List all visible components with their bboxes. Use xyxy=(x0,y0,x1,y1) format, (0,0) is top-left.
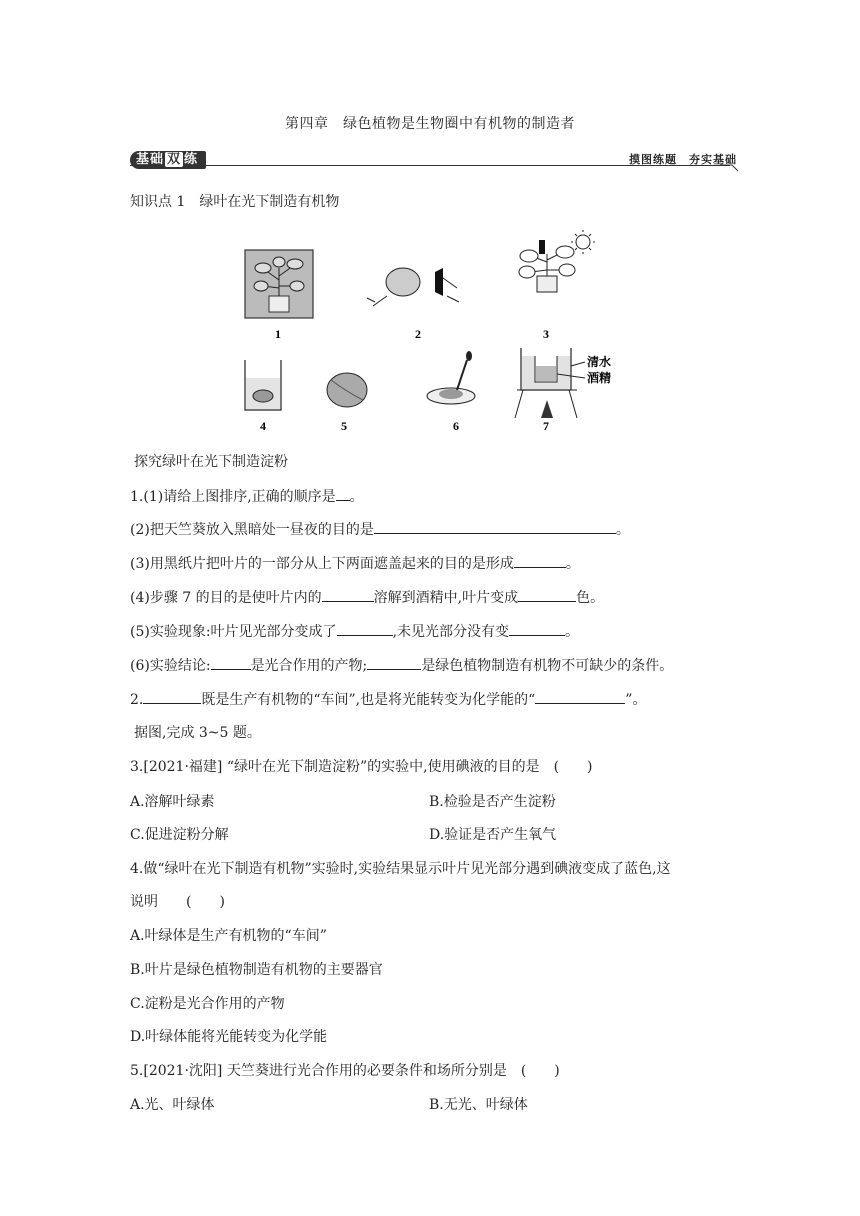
answer-blank[interactable] xyxy=(143,691,201,704)
question-5-stem: 5.[2021·沈阳] 天竺葵进行光合作用的必要条件和场所分别是 ( ) xyxy=(130,1063,560,1079)
answer-blank[interactable] xyxy=(211,657,251,670)
question-3-stem: 3.[2021·福建] “绿叶在光下制造淀粉”的实验中,使用碘液的目的是 ( ) xyxy=(130,759,593,775)
step4-beaker-illustration xyxy=(245,360,281,410)
step5-leaf-illustration xyxy=(327,373,367,407)
question-3-option-b[interactable]: B.检验是否产生淀粉 xyxy=(429,794,556,810)
step-label-6: 6 xyxy=(453,419,459,433)
beaker-label-water: 清水 xyxy=(587,355,612,369)
answer-blank[interactable] xyxy=(322,589,374,602)
question-4-option-a[interactable]: A.叶绿体是生产有机物的“车间” xyxy=(130,928,327,944)
step6-iodine-dropper-illustration xyxy=(427,351,475,404)
step-label-4: 4 xyxy=(260,419,266,433)
answer-blank[interactable] xyxy=(336,488,350,501)
question-4-stem-line-1: 4.做“绿叶在光下制造有机物”实验时,实验结果显示叶片见光部分遇到碘液变成了蓝色,这 xyxy=(130,861,671,877)
question-2: 2. 既是生产有机物的“车间”,也是将光能转变为化学能的“ ”。 xyxy=(130,692,647,708)
answer-blank[interactable] xyxy=(514,555,566,568)
answer-blank[interactable] xyxy=(535,691,625,704)
question-4-option-d[interactable]: D.叶绿体能将光能转变为化学能 xyxy=(130,1029,328,1045)
answer-blank[interactable] xyxy=(337,623,393,636)
step-label-5: 5 xyxy=(341,419,347,433)
question-1-3: (3)用黑纸片把叶片的一部分从上下两面遮盖起来的目的是形成 。 xyxy=(130,556,580,572)
banner-end-decoration xyxy=(720,160,740,172)
question-1-1: 1.(1)请给上图排序,正确的顺序是 。 xyxy=(130,489,364,505)
question-3-option-a[interactable]: A.溶解叶绿素 xyxy=(130,794,215,810)
experiment-figure xyxy=(235,230,615,440)
step-label-1: 1 xyxy=(275,327,281,341)
step7-water-bath-illustration xyxy=(515,348,585,418)
step1-dark-plant-illustration xyxy=(245,250,313,318)
badge-text-1: 基础 xyxy=(136,152,165,167)
step-label-7: 7 xyxy=(543,419,549,433)
question-4-option-b[interactable]: B.叶片是绿色植物制造有机物的主要器官 xyxy=(130,962,383,978)
section-heading: 知识点 1 绿叶在光下制造有机物 xyxy=(130,194,340,210)
beaker-label-alcohol: 酒精 xyxy=(587,371,612,385)
badge-text-2: 双 xyxy=(167,152,182,167)
question-3-option-c[interactable]: C.促进淀粉分解 xyxy=(130,827,229,843)
question-5-option-b[interactable]: B.无光、叶绿体 xyxy=(429,1097,528,1113)
question-4-stem-line-2: 说明 ( ) xyxy=(130,894,225,910)
experiment-intro: 探究绿叶在光下制造淀粉 xyxy=(134,454,288,470)
question-1-4: (4)步骤 7 的目的是使叶片内的 溶解到酒精中,叶片变成 色。 xyxy=(130,590,605,606)
step-label-2: 2 xyxy=(415,327,421,341)
answer-blank[interactable] xyxy=(374,521,616,534)
chapter-title: 第四章 绿色植物是生物圈中有机物的制造者 xyxy=(285,116,575,132)
question-1-2: (2)把天竺葵放入黑暗处一昼夜的目的是 。 xyxy=(130,522,630,538)
badge-text-3: 练 xyxy=(184,152,199,167)
step-label-3: 3 xyxy=(543,327,549,341)
answer-blank[interactable] xyxy=(367,657,421,670)
question-3-option-d[interactable]: D.验证是否产生氧气 xyxy=(429,827,557,843)
answer-blank[interactable] xyxy=(509,623,565,636)
question-4-option-c[interactable]: C.淀粉是光合作用的产物 xyxy=(130,996,285,1012)
banner-right-text: 摸图练题 夯实基础 xyxy=(629,153,737,166)
step3-plant-in-sun-illustration xyxy=(519,230,595,292)
question-1-6: (6)实验结论: 是光合作用的产物; 是绿色植物制造有机物不可缺少的条件。 xyxy=(130,658,674,674)
instruction-note: 据图,完成 3~5 题。 xyxy=(134,725,261,741)
step2-covering-leaf-illustration xyxy=(367,268,459,306)
question-5-option-a[interactable]: A.光、叶绿体 xyxy=(130,1097,215,1113)
section-badge xyxy=(130,151,206,169)
answer-blank[interactable] xyxy=(518,589,576,602)
question-1-5: (5)实验现象:叶片见光部分变成了 ,未见光部分没有变 。 xyxy=(130,624,580,640)
